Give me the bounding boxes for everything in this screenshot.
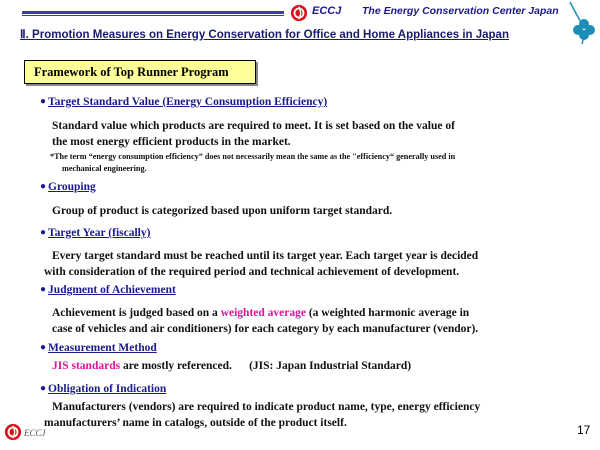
page-number: 17 [577, 423, 591, 437]
heading-judgment: Judgment of Achievement [48, 284, 176, 296]
text-obligation-line1: Manufacturers (vendors) are required to indicate product name, type, energy efficiency [52, 401, 481, 413]
bullet-icon: ● [40, 383, 47, 394]
text-obligation-line2: manufacturers’ name in catalogs, outside of the product itself. [44, 417, 347, 429]
heading-target-standard-value: Target Standard Value (Energy Consumption Efficiency) [48, 96, 328, 108]
text-target-year-line1: Every target standard must be reached until its target year. Each target year is decided [52, 250, 479, 262]
jis-standards-highlight: JIS standards [52, 360, 121, 372]
header-rule-thin [22, 15, 284, 16]
eccj-logo-icon [290, 4, 308, 22]
bullet-icon: ● [40, 227, 47, 238]
item-measurement [40, 342, 157, 354]
footer-logo-text: ECCJ [24, 428, 46, 438]
item-target-year [40, 227, 150, 239]
header-rule [22, 11, 284, 14]
heading-grouping: Grouping [48, 181, 96, 193]
bullet-icon: ● [40, 342, 47, 353]
item-target-standard-value [40, 96, 327, 108]
framework-box [24, 60, 256, 84]
heading-measurement: Measurement Method [48, 342, 157, 354]
item-obligation [40, 383, 166, 395]
heading-target-year: Target Year (fiscally) [48, 227, 151, 239]
framework-label: Framework of Top Runner Program [34, 65, 229, 79]
item-judgment [40, 284, 176, 296]
heading-obligation: Obligation of Indication [48, 383, 167, 395]
text-target-standard-line2: the most energy efficient products in the market. [52, 136, 291, 148]
measurement-text-post: are mostly referenced. (JIS: Japan Industrial Standard) [120, 360, 412, 372]
item-grouping [40, 181, 96, 193]
bullet-icon: ● [40, 181, 47, 192]
header-logo-text: ECCJ [312, 5, 342, 17]
bullet-icon: ● [40, 284, 47, 295]
judgment-text-post: (a weighted harmonic average in [305, 307, 470, 319]
text-judgment-line2: case of vehicles and air conditioners) for each category by each manufacturer (vendor). [52, 323, 479, 335]
weighted-average-highlight: weighted average [220, 307, 306, 319]
clover-leaf-icon [566, 0, 600, 46]
judgment-text-pre: Achievement is judged based on a [52, 307, 221, 319]
text-grouping: Group of product is categorized based upon uniform target standard. [52, 205, 393, 217]
bullet-icon: ● [40, 96, 47, 107]
section-title: Ⅱ. Promotion Measures on Energy Conservation for Office and Home Appliances in Japan [20, 29, 509, 41]
text-judgment-line1 [52, 305, 469, 321]
note-line2: mechanical engineering. [62, 164, 147, 173]
text-measurement [52, 358, 411, 374]
text-target-year-line2: with consideration of the required period and technical achievement of development. [44, 266, 460, 278]
note-line1: *The term “energy consumption efficiency” does not necessarily mean the same as the "efficiency“ generally used in [50, 152, 456, 161]
text-target-standard-line1: Standard value which products are required to meet. It is set based on the value of [52, 120, 455, 132]
eccj-footer-logo-icon [4, 423, 22, 441]
organization-name: The Energy Conservation Center Japan [362, 5, 559, 17]
